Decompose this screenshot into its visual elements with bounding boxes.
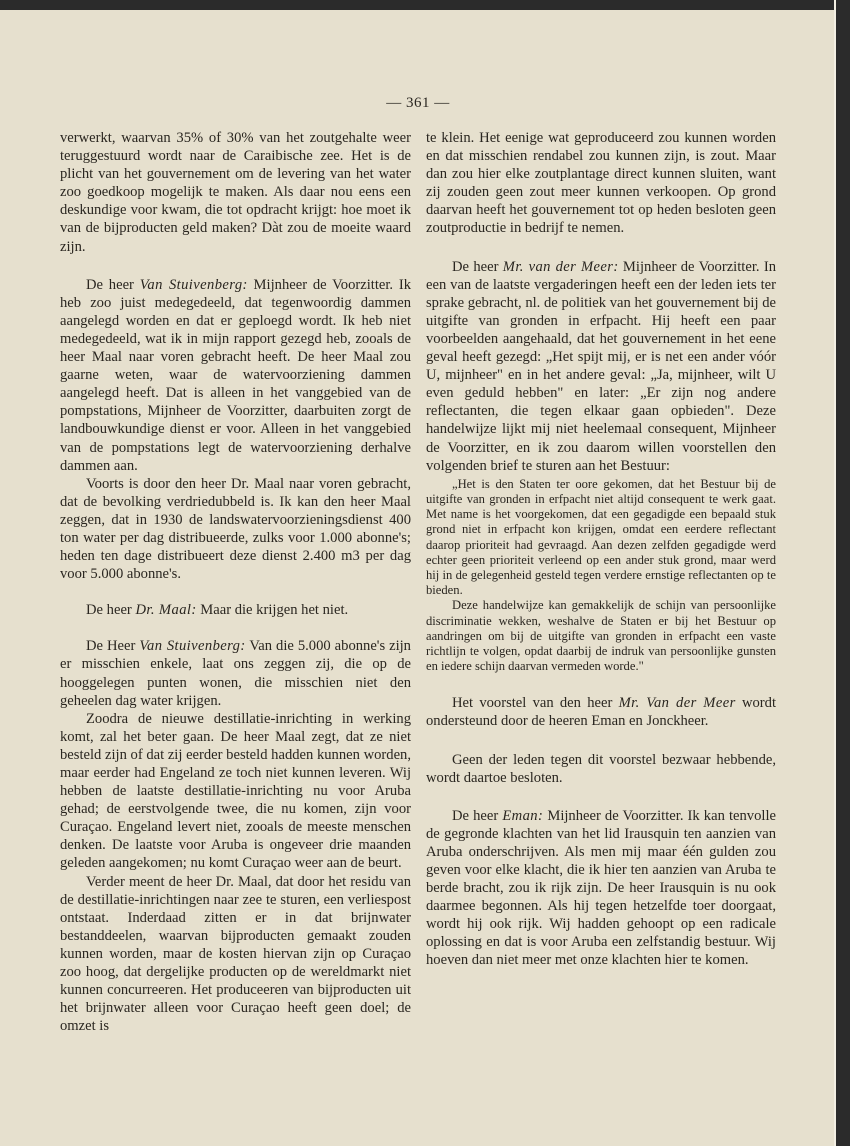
- scan-border-top: [0, 0, 850, 10]
- paragraph: te klein. Het eenige wat geproduceerd zou kunnen worden en dat misschien rendabel zou kunnen zijn, is zout. Maar dan zou hier elke zoutplantage direct kunnen sluiten, want zij zouden geen zout meer kunnen verkoopen. Op grond daarvan heeft het gouvernement tot op heden besloten geen zoutproductie in bedrijf te nemen.: [426, 130, 776, 237]
- speech: De heer Mr. van der Meer: Mijnheer de Voorzitter. In een van de laatste vergaderingen heeft een der leden iets ter sprake gebracht, nl. de politiek van het gouvernement bij de uitgifte van gronden in erfpacht. Hij heeft een paar voorbeelden aangehaald, dat het gouvernement in het eene geval heeft gezegd: „Het spijt mij, er is net een ander vóór U, mijnheer" en in het andere geval: „Ja, mijnheer, wilt U even geduld hebben" en later: „Er zijn nog andere reflectanten, die tegen elkaar gaan opbieden". Deze handelwijze lijkt mij niet heelemaal consequent, Mijnheer de Voorzitter, en ik zou daarom willen voorstellen den volgenden brief te sturen aan het Bestuur:: [426, 258, 776, 474]
- right-column: [426, 129, 776, 970]
- speech: De heer Eman: Mijnheer de Voorzitter. Ik kan tenvolle de gegronde klachten van het lid Irausquin ten aanzien van Aruba onderschrijven. Als men mij maar één gulden zou geven voor elke klacht, die ik hier ten aanzien van Aruba te berde bracht, zou ik rijk zijn. De heer Irausquin is nu ook daarmee begonnen. Als hij tegen hetzelfde toer doorgaat, wordt hij ook rijk. Wij hadden gehoopt op een radicale oplossing en dat is voor Aruba een zelfstandig bestuur. Wij hoeven dan niet meer met onze klachten hier te komen.: [426, 807, 776, 969]
- paragraph: Voorts is door den heer Dr. Maal naar voren gebracht, dat de bevolking verdriedubbeld is. Ik kan den heer Maal zeggen, dat in 1930 de landswatervoorzieningsdienst 400 ton water per dag distribueerde, zulks voor 1.000 abonne's; heden ten dage distribueert deze dienst 2.400 m3 per dag voor 5.000 abonne's.: [60, 475, 411, 583]
- letter-paragraph: Deze handelwijze kan gemakkelijk de schijn van persoonlijke discriminatie wekken, weshalve de Staten er bij het Bestuur op aandringen om bij de uitgifte van gronden in erfpacht een vaste richtlijn te volgen, opdat daarbij de indruk van persoonlijke gunsten en iedere schijn daarvan vermeden worde.": [426, 598, 776, 674]
- speech: De Heer Van Stuivenberg: Van die 5.000 abonne's zijn er misschien enkele, laat ons zeggen zij, die op de hooggelegen punten wonen, die misschien niet den geheelen dag water krijgen.: [60, 638, 411, 709]
- speaker-name: Van Stuivenberg:: [139, 276, 248, 293]
- speaker-name: Dr. Maal:: [135, 602, 197, 619]
- scan-border-right: [836, 0, 850, 1146]
- speech: De heer Van Stuivenberg: Mijnheer de Voorzitter. Ik heb zoo juist medegedeeld, dat tegenwoordig dammen aangelegd worden en dat er geploegd wordt. Ik heb niet medegedeeld, wat ik in mijn rapport gezegd heb, zooals de heer Maal naar voren gebracht heeft. De heer Maal zou gaarne weten, waar de watervoorziening dammen aangelegd heeft. Dat is alleen in het vanggebied van de pompstations, Mijnheer de Voorzitter, daarbuiten zorgt de landbouwkundige dienst er voor. Alleen in het vanggebied van de pompstations legt de watervoorziening derhalve dammen aan.: [60, 276, 411, 474]
- speaker-name: Mr. van der Meer:: [502, 258, 619, 275]
- letter-paragraph: „Het is den Staten ter oore gekomen, dat het Bestuur bij de uitgifte van gronden in erfpacht niet altijd consequent te werk gaat. Met name is het voorgekomen, dat een gegadigde een bepaald stuk grond niet in erfpacht kon krijgen, omdat een eerdere reflectant daarop prioriteit had gevraagd. Aan dezen zelfden gegadigde werd echter geen prioriteit verleend op een ander stuk grond, maar werd hij in de gelegenheid gesteld tegen verdere ernstige reflectanten op te bieden.: [426, 476, 776, 598]
- motion-paragraph: Het voorstel van den heer Mr. Van der Meer wordt ondersteund door de heeren Eman en Jonckheer.: [426, 695, 776, 730]
- page-number: — 361 —: [386, 95, 450, 111]
- left-column: [60, 129, 411, 1035]
- paragraph: Verder meent de heer Dr. Maal, dat door het residu van de destillatie-inrichtingen naar zee te sturen, een verliespost ontstaat. Inderdaad zitten er in dat brijnwater bestanddeelen, waarvan bijproducten gemaakt zouden kunnen worden, maar de kosten hiervan zijn op Curaçao zoo hoog, dat dergelijke producten op de wereldmarkt niet kunnen concurreeren. Het produceeren van bijproducten uit het brijnwater alleen voor Curaçao heeft geen doel; de omzet is: [60, 873, 411, 1035]
- speaker-name: Mr. Van der Meer: [618, 695, 736, 712]
- speaker-name: Eman:: [502, 807, 544, 824]
- speaker-name: Van Stuivenberg:: [139, 638, 246, 655]
- paragraph: Zoodra de nieuwe destillatie-inrichting in werking komt, zal het beter gaan. De heer Maal zegt, dat ze niet besteld zijn of dat zij eerder besteld hadden kunnen worden, maar eerder had Engeland ze toch niet kunnen leveren. Wij hebben de laatste destillatie-inrichting nu voor Aruba gehad; de eerstvolgende twee, die nu komen, zijn voor Curaçao. Engeland levert niet, zooals de meeste menschen denken. De laatste voor Aruba is ongeveer drie maanden geleden aangekomen; nu komt Curaçao weer aan de beurt.: [60, 710, 411, 872]
- paragraph: verwerkt, waarvan 35% of 30% van het zoutgehalte weer teruggestuurd wordt naar de Caraibische zee. Het is de plicht van het gouvernement om de levering van het water zoo goedkoop mogelijk te maken. Als daar nou eens een deskundige voor kwam, die tot opdracht krijgt: hoe moet ik van de bijproducten geld maken? Dàt zou de moeite waard zijn.: [60, 130, 411, 255]
- speech: De heer Dr. Maal: Maar die krijgen het niet.: [86, 602, 349, 619]
- paragraph: Geen der leden tegen dit voorstel bezwaar hebbende, wordt daartoe besloten.: [426, 751, 776, 786]
- quoted-letter: [426, 477, 776, 675]
